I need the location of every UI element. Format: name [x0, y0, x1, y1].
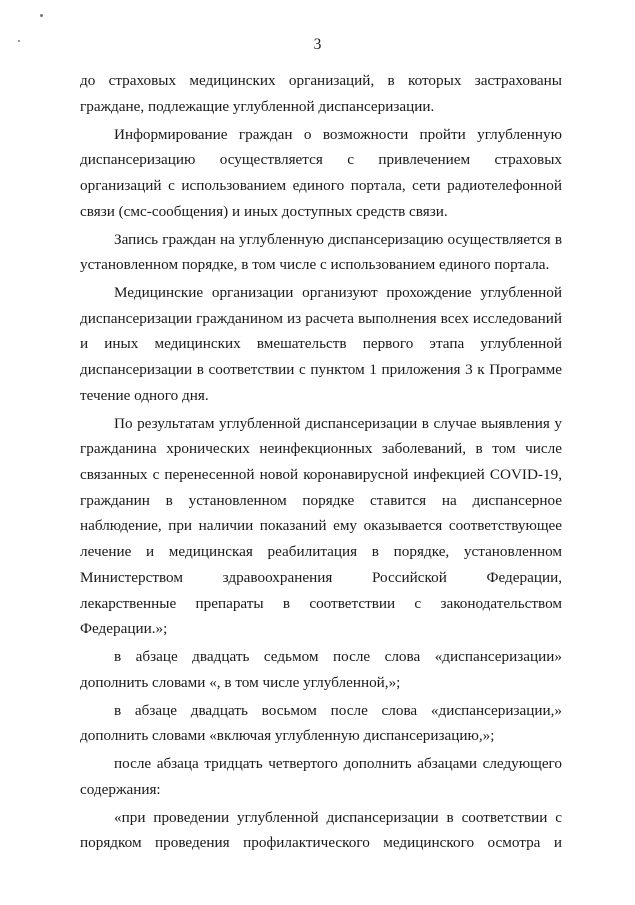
text-line: установленном порядке, в том числе с использованием единого портала. [80, 256, 550, 274]
text-line: в абзаце двадцать восьмом после слова «диспансеризации,» [114, 701, 562, 719]
text-line: Медицинские организации организуют прохождение углубленной [114, 284, 562, 302]
text-line: и иных медицинских вмешательств первого этапа углубленной [80, 335, 562, 353]
text-line: Министерством здравоохранения Российской Федерации, [80, 568, 562, 586]
text-line: в абзаце двадцать седьмом после слова «диспансеризации» [114, 648, 562, 666]
text-line: диспансеризацию осуществляется с привлечением страховых [80, 151, 562, 169]
text-line: Федерации.»; [80, 620, 168, 638]
text-line: связанных с перенесенной новой коронавирусной инфекцией COVID-19, [80, 466, 562, 484]
scan-speck [40, 14, 43, 17]
text-line: после абзаца тридцать четвертого дополнить абзацами следующего [114, 755, 562, 773]
page-number: 3 [313, 36, 322, 53]
text-line: до страховых медицинских организаций, в которых застрахованы [80, 72, 562, 89]
document-body [80, 68, 562, 856]
text-line: Информирование граждан о возможности пройти углубленную [114, 125, 562, 143]
text-line: лекарственные препараты в соответствии с законодательством [80, 594, 562, 612]
text-line: порядком проведения профилактического медицинского осмотра и [80, 834, 562, 852]
text-line: дополнить словами «, в том числе углубленной,»; [80, 673, 401, 691]
text-line: гражданин в установленном порядке ставится на диспансерное [80, 491, 562, 509]
text-line: диспансеризации гражданином из расчета выполнения всех исследований [80, 309, 562, 327]
text-line: По результатам углубленной диспансеризации в случае выявления у [114, 414, 562, 432]
text-line: Запись граждан на углубленную диспансеризацию осуществляется в [114, 230, 562, 248]
text-line: течение одного дня. [80, 386, 209, 404]
text-line: наблюдение, при наличии показаний ему оказывается соответствующее [80, 517, 562, 535]
text-line: лечение и медицинская реабилитация в порядке, установленном [80, 543, 562, 561]
text-line: «при проведении углубленной диспансеризации в соответствии с [114, 808, 562, 826]
text-line: организаций с использованием единого портала, сети радиотелефонной [80, 176, 562, 194]
text-line: диспансеризации в соответствии с пунктом 1 приложения 3 к Программе [80, 361, 562, 379]
text-line: содержания: [80, 780, 161, 798]
text-line: связи (смс-сообщения) и иных доступных средств связи. [80, 202, 448, 220]
text-line: граждане, подлежащие углубленной диспансеризации. [80, 97, 435, 115]
text-line: гражданина хронических неинфекционных заболеваний, в том числе [80, 440, 562, 458]
text-line: дополнить словами «включая углубленную диспансеризацию,»; [80, 727, 495, 745]
